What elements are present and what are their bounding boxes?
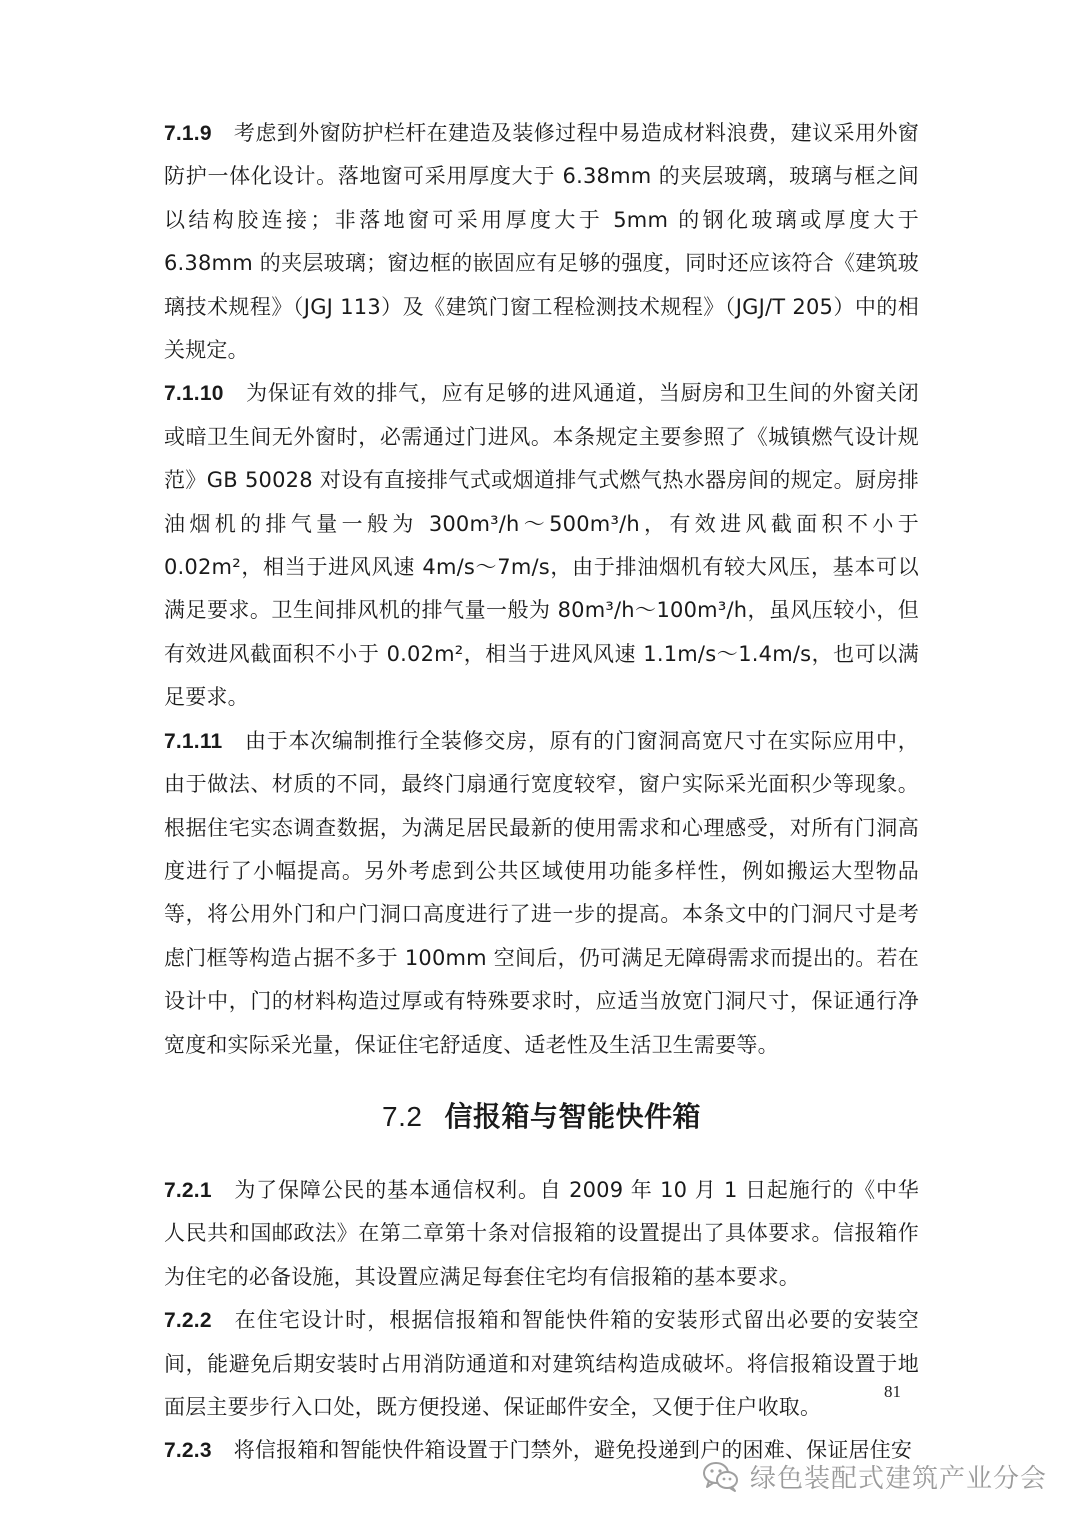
clause-7-1-11 <box>164 720 919 1067</box>
watermark <box>702 1458 1047 1495</box>
clause-number: 7.1.10 <box>164 382 224 406</box>
clause-text: 为保证有效的排气，应有足够的进风通道，当厨房和卫生间的外窗关闭或暗卫生间无外窗时，必需通过门进风。本条规定主要参照了《城镇燃气设计规范》GB 50028 对设有直接排气式或烟道排气式燃气热水器房间的规定。厨房排油烟机的排气量一般为 300m³/h～500m³/h，有效进风截面积不小于 0.02m²，相当于进风风速 4m/s～7m/s，由于排油烟机有较大风压，基本可以满足要求。卫生间排风机的排气量一般为 80m³/h～100m³/h，虽风压较小，但有效进风截面积不小于 0.02m²，相当于进风风速 1.1m/s～1.4m/s，也可以满足要求。 <box>164 381 919 710</box>
watermark-text: 绿色装配式建筑产业分会 <box>750 1464 1048 1494</box>
section-number: 7.2 <box>382 1100 423 1132</box>
wechat-icon <box>702 1461 740 1493</box>
page-content <box>164 112 919 1473</box>
clause-number: 7.2.2 <box>164 1309 212 1333</box>
clause-number: 7.1.9 <box>164 122 212 145</box>
section-title: 信报箱与智能快件箱 <box>444 1099 701 1133</box>
clause-number: 7.2.1 <box>164 1178 212 1202</box>
clause-text: 在住宅设计时，根据信报箱和智能快件箱的安装形式留出必要的安装空间，能避免后期安装时占用消防通道和对建筑结构造成破坏。将信报箱设置于地面层主要步行入口处，既方便投递、保证邮件安全，又便于住户收取。 <box>164 1308 919 1419</box>
clause-7-1-9 <box>164 112 919 372</box>
clause-7-2-1 <box>164 1169 919 1299</box>
clause-text: 由于本次编制推行全装修交房，原有的门窗洞高宽尺寸在实际应用中，由于做法、材质的不同，最终门扇通行宽度较窄，窗户实际采光面积少等现象。根据住宅实态调查数据，为满足居民最新的使用需求和心理感受，对所有门洞高度进行了小幅提高。另外考虑到公共区域使用功能多样性，例如搬运大型物品等，将公用外门和户门洞口高度进行了进一步的提高。本条文中的门洞尺寸是考虑门框等构造占据不多于 100mm 空间后，仍可满足无障碍需求而提出的。若在设计中，门的材料构造过厚或有特殊要求时，应适当放宽门洞尺寸，保证通行净宽度和实际采光量，保证住宅舒适度、适老性及生活卫生需要等。 <box>164 728 919 1057</box>
clause-7-2-2 <box>164 1299 919 1429</box>
clause-text: 考虑到外窗防护栏杆在建造及装修过程中易造成材料浪费，建议采用外窗防护一体化设计。落地窗可采用厚度大于 6.38mm 的夹层玻璃，玻璃与框之间以结构胶连接；非落地窗可采用厚度大于 5mm 的钢化玻璃或厚度大于 6.38mm 的夹层玻璃；窗边框的嵌固应有足够的强度，同时还应该符合《建筑玻璃技术规程》（JGJ 113）及《建筑门窗工程检测技术规程》（JGJ/T 205）中的相关规定。 <box>164 121 919 363</box>
page-number: 81 <box>884 1382 901 1401</box>
clause-7-1-10 <box>164 372 919 719</box>
clause-text: 为了保障公民的基本通信权利。自 2009 年 10 月 1 日起施行的《中华人民共和国邮政法》在第二章第十条对信报箱的设置提出了具体要求。信报箱作为住宅的必备设施，其设置应满足每套住宅均有信报箱的基本要求。 <box>164 1177 919 1289</box>
clause-number: 7.2.3 <box>164 1439 212 1463</box>
clause-text: 将信报箱和智能快件箱设置于门禁外，避免投递到户的困难、保证居住安 <box>233 1438 913 1463</box>
clause-number: 7.1.11 <box>164 729 223 753</box>
section-heading <box>164 1093 919 1141</box>
